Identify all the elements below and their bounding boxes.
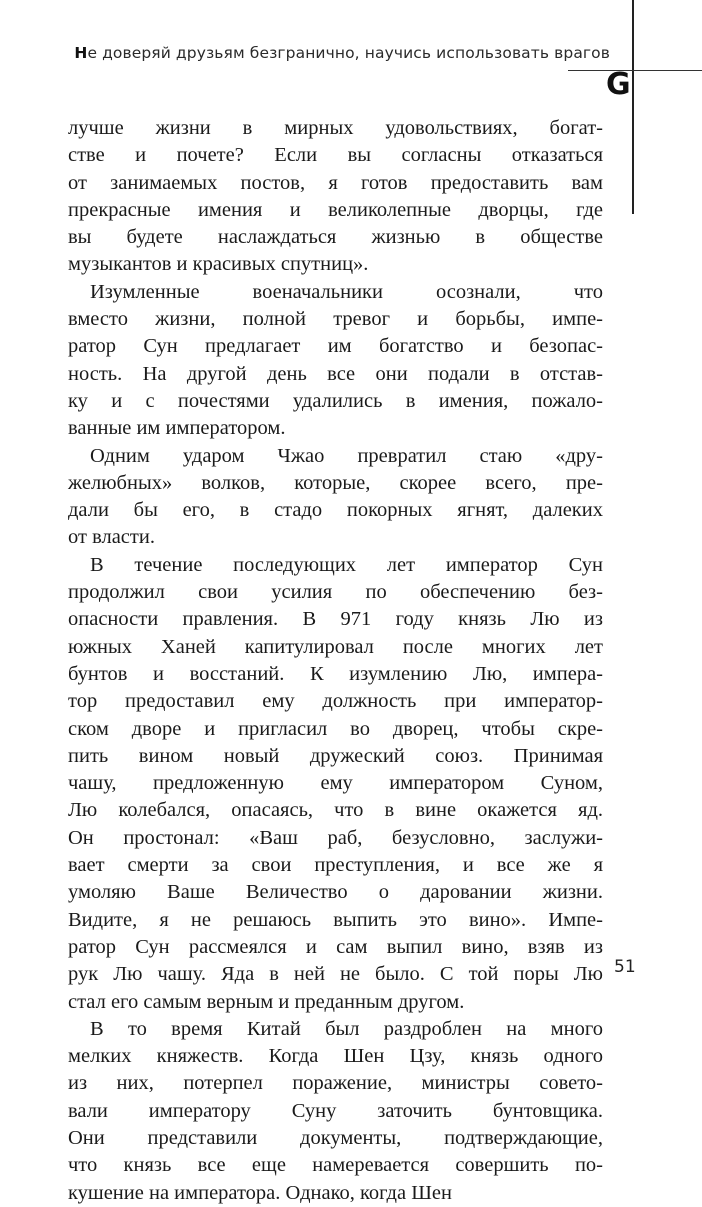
- paragraph: [68, 443, 603, 552]
- text-line: опасности правления. В 971 году князь Лю из: [68, 608, 603, 631]
- chapter-marker: G: [606, 67, 631, 102]
- text-line: стал его самым верным и преданным другом.: [68, 990, 465, 1013]
- text-line: прекрасные имения и великолепные дворцы, где: [68, 198, 603, 221]
- vertical-rule: [632, 0, 634, 214]
- text-line: дали бы его, в стадо покорных ягнят, далеких: [68, 499, 603, 522]
- text-line: вали императору Суну заточить бунтовщика.: [68, 1099, 603, 1122]
- text-line: кушение на императора. Однако, когда Шен: [68, 1181, 452, 1204]
- text-line: продолжил свои усилия по обеспечению без-: [68, 581, 603, 604]
- text-line: ванные им императором.: [68, 417, 286, 440]
- text-line: ность. На другой день все они подали в отстав-: [68, 362, 603, 385]
- paragraph: [68, 552, 603, 1016]
- text-line: бунтов и восстаний. К изумлению Лю, импера-: [68, 662, 603, 685]
- text-line: Он простонал: «Ваш раб, безусловно, заслужи-: [68, 826, 603, 849]
- text-line: из них, потерпел поражение, министры совето-: [68, 1072, 603, 1095]
- text-line: музыкантов и красивых спутниц».: [68, 253, 369, 276]
- text-line: Одним ударом Чжао превратил стаю «дру-: [90, 444, 603, 467]
- text-line: В то время Китай был раздроблен на много: [90, 1017, 603, 1040]
- text-line: чашу, предложенную ему императором Суном,: [68, 772, 603, 795]
- text-line: южных Ханей капитулировал после многих лет: [68, 635, 603, 658]
- text-line: желюбных» волков, которые, скорее всего, пре-: [68, 471, 603, 494]
- text-line: вы будете наслаждаться жизнью в обществе: [68, 226, 603, 249]
- text-line: Они представили документы, подтверждающие,: [68, 1126, 603, 1149]
- text-line: Изумленные военачальники осознали, что: [90, 280, 603, 303]
- text-line: от занимаемых постов, я готов предоставить вам: [68, 171, 603, 194]
- text-line: тор предоставил ему должность при император-: [68, 690, 603, 713]
- text-line: умоляю Ваше Величество о даровании жизни.: [68, 881, 603, 904]
- text-line: мелких княжеств. Когда Шен Цзу, князь одного: [68, 1045, 603, 1068]
- text-line: лучше жизни в мирных удовольствиях, богат-: [68, 117, 603, 139]
- text-line: Лю колебался, опасаясь, что в вине окажется яд.: [68, 799, 603, 822]
- text-line: от власти.: [68, 526, 155, 549]
- text-line: что князь все еще намеревается совершить по-: [68, 1154, 603, 1177]
- text-line: В течение последующих лет император Сун: [90, 553, 603, 576]
- paragraph: [68, 1016, 603, 1207]
- text-line: стве и почете? Если вы согласны отказаться: [68, 144, 603, 167]
- paragraph: [68, 279, 603, 443]
- text-line: Видите, я не решаюсь выпить это вино». Импе-: [68, 908, 603, 931]
- running-header: [0, 44, 610, 62]
- paragraph: [68, 115, 603, 279]
- text-line: рук Лю чашу. Яда в ней не было. С той поры Лю: [68, 963, 603, 986]
- text-line: вает смерти за свои преступления, и все же я: [68, 854, 603, 877]
- header-lead-letter: Н: [74, 44, 88, 62]
- header-title: е доверяй друзьям безгранично, научись использовать врагов: [87, 44, 610, 62]
- horizontal-rule: [568, 70, 702, 71]
- text-line: вместо жизни, полной тревог и борьбы, импе-: [68, 308, 603, 331]
- text-line: ратор Сун рассмеялся и сам выпил вино, взяв из: [68, 935, 603, 958]
- text-line: ском дворе и пригласил во дворец, чтобы скре-: [68, 717, 603, 740]
- body-text: [68, 115, 603, 1207]
- text-line: ку и с почестями удалились в имения, пожало-: [68, 389, 603, 412]
- text-line: пить вином новый дружеский союз. Принимая: [68, 744, 603, 767]
- page-number: 51: [614, 957, 636, 977]
- text-line: ратор Сун предлагает им богатство и безопас-: [68, 335, 603, 358]
